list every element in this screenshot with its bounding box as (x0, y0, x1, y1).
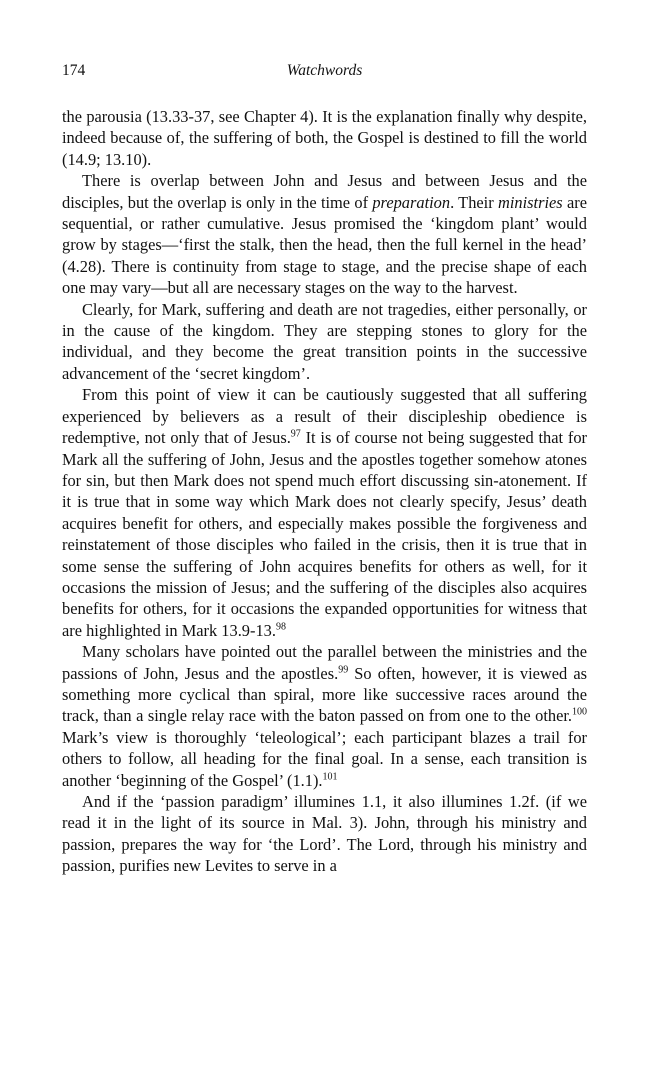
paragraph (62, 170, 587, 298)
footnote-ref: 101 (322, 771, 338, 783)
italic-text: preparation (372, 192, 451, 212)
paragraph (62, 299, 587, 385)
running-title: Watchwords (286, 62, 363, 79)
page-header (62, 62, 587, 86)
book-page (62, 62, 587, 877)
footnote-ref: 100 (572, 706, 587, 718)
text-run: are sequential, or rather cumulative. Jesus promised the ‘kingdom plant’ would grow by stages—‘first the stalk, then the head, then the full kernel in the head’ (4.28). There is continuity from stage to stage, and the precise shape of each one may vary—but all are necessary stages on the way to the harvest. (62, 192, 587, 298)
text-run: So often, however, it is viewed as something more cyclical than spiral, more like successive races around the track, than a single relay race with the baton passed on from one to the other. (62, 663, 587, 726)
text-run: There is overlap between John and Jesus and between Jesus and the disciples, but the overlap is only in the time of (62, 171, 587, 212)
paragraph (62, 384, 587, 641)
body-text (62, 106, 587, 877)
footnote-ref: 98 (275, 621, 286, 633)
footnote-ref: 99 (338, 664, 349, 676)
text-run: . Their (450, 192, 498, 212)
paragraph (62, 641, 587, 791)
text-run: the parousia (13.33-37, see Chapter 4). It is the explanation finally why despite, indeed because of, the suffering of both, the Gospel is destined to fill the world (14.9; 13.10). (62, 107, 587, 169)
page-number: 174 (62, 62, 86, 79)
footnote-ref: 97 (290, 428, 301, 440)
text-run: It is of course not being suggested that for Mark all the suffering of John, Jesus and the apostles together somehow atones for sin, but then Mark does not spend much effort discussing sin-atonement. If it is true that in some way which Mark does not clearly specify, Jesus’ death acquires benefit for others, and especially makes possible the forgiveness and reinstatement of those disciples who failed in the crisis, then it is true that in some sense the suffering of John acquires benefits for others as well, for it occasions the mission of Jesus; and the suffering of the disciples also acquires benefits for others, for it occasions the expanded opportunities for witness that are highlighted in Mark 13.9-13. (62, 428, 587, 640)
text-run: Mark’s view is thoroughly ‘teleological’; each participant blazes a trail for others to follow, all heading for the final goal. In a sense, each transition is another ‘beginning of the Gospel’ (1.1). (62, 727, 587, 790)
italic-text: ministries (498, 192, 563, 212)
paragraph (62, 791, 587, 877)
text-run: From this point of view it can be cautiously suggested that all suffering experienced by believers as a result of their discipleship obedience is redemptive, not only that of Jesus. (62, 385, 587, 448)
text-run: And if the ‘passion paradigm’ illumines 1.1, it also illumines 1.2f. (if we read it in the light of its source in Mal. 3). John, through his ministry and passion, prepares the way for ‘the Lord’. The Lord, through his ministry and passion, purifies new Levites to serve in a (62, 792, 587, 876)
paragraph (62, 106, 587, 170)
text-run: Clearly, for Mark, suffering and death are not tragedies, either personally, or in the cause of the kingdom. They are stepping stones to glory for the individual, and they become the great transition points in the successive advancement of the ‘secret kingdom’. (62, 299, 587, 383)
text-run: Many scholars have pointed out the parallel between the ministries and the passions of John, Jesus and the apostles. (62, 642, 587, 683)
